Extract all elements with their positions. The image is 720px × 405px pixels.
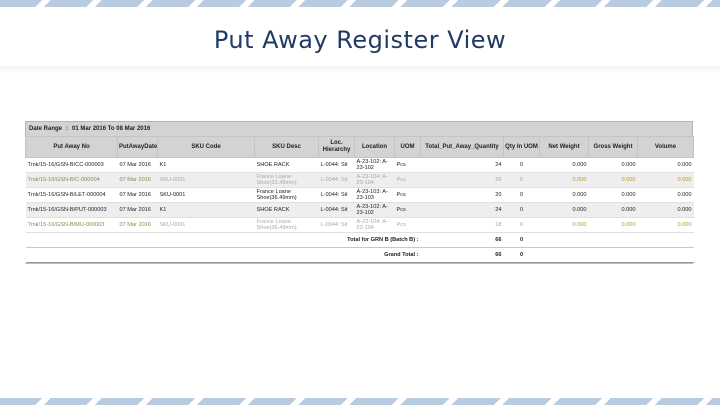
total-put-away-qty: 20: [421, 173, 504, 188]
put-away-date: 07 Mar 2016: [118, 158, 158, 173]
volume: 0.000: [638, 173, 694, 188]
total-put-away-qty: 24: [421, 158, 504, 173]
batch-total-qty-uom: 0: [504, 233, 540, 248]
page-title: Put Away Register View: [213, 26, 507, 54]
put-away-date: 07 Mar 2016: [118, 203, 158, 218]
location: A-23-104: A-23-104: [355, 218, 395, 233]
volume: 0.000: [638, 218, 694, 233]
table-header-row: [26, 137, 694, 158]
column-header[interactable]: PutAwayDate: [118, 137, 158, 158]
top-decorative-stripe: [0, 0, 720, 7]
volume: 0.000: [638, 188, 694, 203]
qty-in-uom: 0: [504, 203, 540, 218]
put-away-table: [25, 136, 694, 263]
qty-in-uom: 0: [504, 188, 540, 203]
qty-in-uom: 0: [504, 158, 540, 173]
uom: Pcs: [395, 203, 421, 218]
put-away-date: 07 Mar 2016: [118, 188, 158, 203]
put-away-date: 07 Mar 2016: [118, 218, 158, 233]
date-range-value: 01 Mar 2016 To 08 Mar 2016: [72, 126, 151, 132]
put-away-no: Trnk/15-16/GSN-B/LET-000004: [26, 188, 118, 203]
sku-desc: SHOE RACK: [255, 158, 319, 173]
location: A-23-103: A-23-103: [355, 188, 395, 203]
grand-total-qty-uom: 0: [504, 248, 540, 263]
table-row[interactable]: [26, 158, 694, 173]
column-header[interactable]: UOM: [395, 137, 421, 158]
batch-total-row: [26, 233, 694, 248]
table-row[interactable]: [26, 173, 694, 188]
qty-in-uom: 0: [504, 173, 540, 188]
date-range-label: Date Range: [29, 126, 63, 132]
batch-total-qty: 66: [421, 233, 504, 248]
column-header[interactable]: Location: [355, 137, 395, 158]
sku-code: SKU-0001: [158, 218, 255, 233]
table-row[interactable]: [26, 188, 694, 203]
gross-weight: 0.000: [589, 188, 638, 203]
table-row[interactable]: [26, 203, 694, 218]
gross-weight: 0.000: [589, 218, 638, 233]
column-header[interactable]: SKU Desc: [255, 137, 319, 158]
total-put-away-qty: 18: [421, 218, 504, 233]
table-row[interactable]: [26, 218, 694, 233]
put-away-date: 07 Mar 2016: [118, 173, 158, 188]
net-weight: 0.000: [540, 188, 589, 203]
put-away-no: Trnk/15-16/GSN-B/MU-000003: [26, 218, 118, 233]
location: A-23-104: A-23-104: [355, 173, 395, 188]
bottom-decorative-stripe: [0, 398, 720, 405]
loc-hierarchy: L-0044: Sit: [319, 188, 355, 203]
net-weight: 0.000: [540, 203, 589, 218]
loc-hierarchy: L-0044: Sit: [319, 158, 355, 173]
loc-hierarchy: L-0044: Sit: [319, 173, 355, 188]
grand-total-label: Grand Total :: [26, 248, 421, 263]
title-divider: [0, 66, 720, 74]
uom: Pcs: [395, 188, 421, 203]
put-away-no: Trnk/15-16/GSN-B/CC-000003: [26, 158, 118, 173]
gross-weight: 0.000: [589, 203, 638, 218]
location: A-23-102: A-23-102: [355, 158, 395, 173]
column-header[interactable]: Net Weight: [540, 137, 589, 158]
volume: 0.000: [638, 203, 694, 218]
put-away-register-report: [25, 121, 693, 264]
loc-hierarchy: L-0044: Sit: [319, 203, 355, 218]
date-range-bar: [25, 121, 693, 136]
column-header[interactable]: Gross Weight: [589, 137, 638, 158]
loc-hierarchy: L-0044: Sit: [319, 218, 355, 233]
column-header[interactable]: SKU Code: [158, 137, 255, 158]
grand-total-row: [26, 248, 694, 263]
column-header[interactable]: Total_Put_Away_Quantity: [421, 137, 504, 158]
column-header[interactable]: Loc. Hierarchy: [319, 137, 355, 158]
location: A-23-102: A-23-102: [355, 203, 395, 218]
column-header[interactable]: Volume: [638, 137, 694, 158]
sku-code: SKU-0001: [158, 188, 255, 203]
grand-total-qty: 66: [421, 248, 504, 263]
batch-total-label: Total for GRN B (Batch B) :: [26, 233, 421, 248]
net-weight: 0.000: [540, 158, 589, 173]
total-put-away-qty: 24: [421, 203, 504, 218]
total-put-away-qty: 20: [421, 188, 504, 203]
date-range-separator: :: [66, 126, 69, 132]
gross-weight: 0.000: [589, 158, 638, 173]
volume: 0.000: [638, 158, 694, 173]
column-header[interactable]: Qty In UOM: [504, 137, 540, 158]
net-weight: 0.000: [540, 218, 589, 233]
sku-desc: France Loane Shoe(36.49mm): [255, 218, 319, 233]
sku-code: K1: [158, 203, 255, 218]
gross-weight: 0.000: [589, 173, 638, 188]
sku-code: SKU-0001: [158, 173, 255, 188]
column-header[interactable]: Put Away No: [26, 137, 118, 158]
qty-in-uom: 0: [504, 218, 540, 233]
sku-desc: SHOE RACK: [255, 203, 319, 218]
sku-code: K1: [158, 158, 255, 173]
net-weight: 0.000: [540, 173, 589, 188]
sku-desc: France Loane Shoe(36.49mm): [255, 188, 319, 203]
batch-total-spacer: [540, 233, 694, 248]
report-bottom-border: [25, 263, 693, 264]
put-away-no: Trnk/15-16/GSN-B/C-000004: [26, 173, 118, 188]
uom: Pcs: [395, 218, 421, 233]
sku-desc: France Loane Shoe(31.49mm): [255, 173, 319, 188]
uom: Pcs: [395, 173, 421, 188]
put-away-no: Trnk/15-16/GSN-B/PUT-000003: [26, 203, 118, 218]
grand-total-spacer: [540, 248, 694, 263]
uom: Pcs: [395, 158, 421, 173]
